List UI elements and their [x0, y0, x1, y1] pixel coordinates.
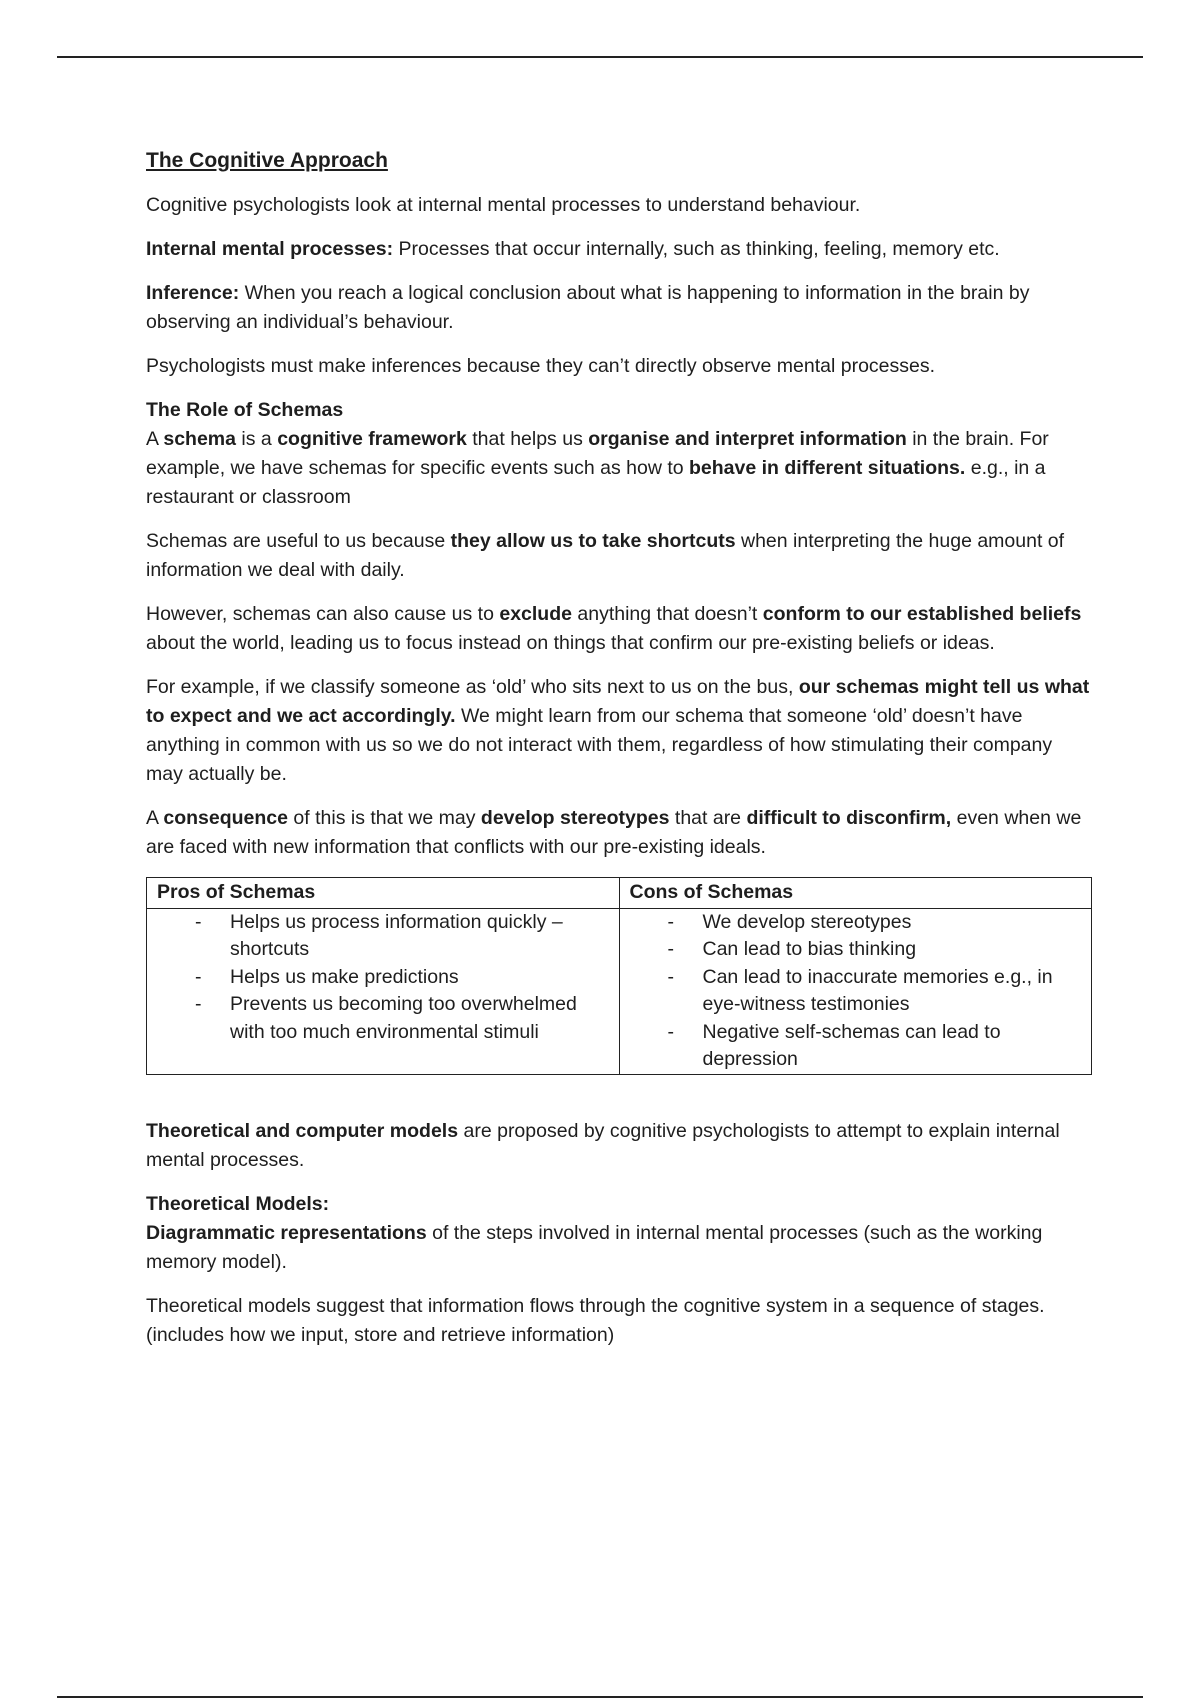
table-header-row: [147, 878, 1092, 909]
schema-consequence-paragraph: [146, 804, 1092, 862]
bullet-dash: -: [195, 965, 202, 988]
list-item: [147, 964, 611, 992]
bold-run: our schemas might tell us what to expect and we act accordingly.: [146, 676, 1090, 727]
list-item-text: Negative self-schemas can lead to depression: [702, 1020, 1001, 1070]
bold-run: organise and interpret information: [588, 428, 907, 450]
bullet-dash: -: [195, 993, 202, 1015]
bold-run: schema: [163, 428, 236, 450]
text-run: However, schemas can also cause us to: [146, 603, 500, 625]
text-run: even when we are faced with new information that conflicts with our pre-existing ideals.: [146, 807, 1082, 858]
bold-run: develop stereotypes: [480, 807, 670, 829]
bottom-rule: [57, 1696, 1143, 1698]
intro-paragraph: Cognitive psychologists look at internal mental processes to understand behaviour.: [146, 194, 861, 216]
schema-example-paragraph: [146, 673, 1092, 789]
text-run: We might learn from our schema that someone ‘old’ doesn’t have anything in common with us so we do not interact with them, regardless of how stimulating their company may actually be.: [146, 705, 1053, 785]
list-item: [620, 936, 1084, 964]
pros-list: [147, 909, 611, 1047]
list-item: [147, 909, 611, 964]
text-run: e.g., in a restaurant or classroom: [146, 457, 1046, 508]
definition-term: Internal mental processes:: [146, 238, 394, 260]
bold-run: Diagrammatic representations: [146, 1221, 427, 1244]
bold-run: Theoretical and computer models: [146, 1119, 459, 1142]
cons-header: Cons of Schemas: [619, 878, 1092, 909]
list-item-text: We develop stereotypes: [702, 910, 912, 933]
text-run: that are: [669, 807, 747, 829]
text-run: of the steps involved in internal mental processes (such as the working memory model).: [146, 1221, 1043, 1273]
pros-cons-table: [146, 877, 1092, 1075]
bold-run: consequence: [163, 807, 288, 829]
list-item: [620, 1019, 1084, 1074]
table-row: [147, 908, 1092, 1074]
definition-text: Processes that occur internally, such as thinking, feeling, memory etc.: [393, 238, 1000, 260]
list-item: [147, 991, 611, 1046]
text-run: A: [146, 807, 164, 829]
page-content: [146, 146, 1092, 1365]
page-title: The Cognitive Approach: [146, 149, 388, 172]
list-item-text: Prevents us becoming too overwhelmed with too much environmental stimuli: [230, 993, 577, 1043]
bullet-dash: -: [667, 965, 674, 988]
bullet-dash: -: [195, 910, 202, 933]
pros-header: Pros of Schemas: [147, 878, 620, 909]
cons-list: [620, 909, 1084, 1074]
definition-text: When you reach a logical conclusion about what is happening to information in the brain by observing an individual’s behaviour.: [146, 282, 1030, 333]
bullet-dash: -: [667, 938, 674, 960]
bold-run: behave in different situations.: [689, 457, 966, 479]
schemas-heading: The Role of Schemas: [146, 399, 344, 421]
text-run: For example, if we classify someone as ‘old’ who sits next to us on the bus,: [146, 676, 799, 698]
top-rule: [57, 56, 1143, 58]
inference-note: Psychologists must make inferences because they can’t directly observe mental processes.: [146, 355, 936, 377]
schema-useful-paragraph: [146, 527, 1092, 585]
list-item: [620, 909, 1084, 937]
text-run: A: [146, 428, 164, 450]
schema-exclude-paragraph: [146, 600, 1092, 658]
theoretical-models-heading: Theoretical Models:: [146, 1192, 330, 1215]
bold-run: exclude: [499, 603, 572, 625]
bullet-dash: -: [667, 910, 674, 933]
text-run: in the brain. For example, we have schemas for specific events such as how to: [146, 428, 1049, 479]
list-item-text: Helps us process information quickly – shortcuts: [230, 910, 563, 960]
definition-term: Inference:: [146, 282, 240, 304]
bold-run: they allow us to take shortcuts: [450, 530, 736, 552]
list-item-text: Can lead to bias thinking: [702, 938, 917, 960]
bold-run: cognitive framework: [277, 428, 467, 450]
pros-cell: [147, 908, 620, 1074]
bold-run: conform to our established beliefs: [762, 603, 1082, 625]
text-run: about the world, leading us to focus instead on things that confirm our pre-existing beliefs or ideas.: [146, 632, 995, 654]
theoretical-definition-paragraph: [146, 1219, 1092, 1277]
inference-definition: [146, 279, 1092, 337]
list-item: [620, 964, 1084, 1019]
text-run: that helps us: [466, 428, 589, 450]
theoretical-flow-paragraph: Theoretical models suggest that information flows through the cognitive system in a sequence of stages. (includes how we input, store and retrieve information): [146, 1294, 1045, 1346]
text-run: is a: [236, 428, 278, 450]
text-run: anything that doesn’t: [571, 603, 763, 625]
bold-run: difficult to disconfirm,: [746, 807, 952, 829]
text-run: of this is that we may: [288, 807, 481, 829]
list-item-text: Helps us make predictions: [230, 965, 459, 988]
bullet-dash: -: [667, 1020, 674, 1043]
cons-cell: [619, 908, 1092, 1074]
text-run: when interpreting the huge amount of information we deal with daily.: [146, 530, 1065, 581]
models-intro-paragraph: [146, 1117, 1092, 1175]
text-run: Schemas are useful to us because: [146, 530, 451, 552]
schema-definition-paragraph: [146, 425, 1092, 512]
text-run: are proposed by cognitive psychologists to attempt to explain internal mental processes.: [146, 1119, 1060, 1171]
list-item-text: Can lead to inaccurate memories e.g., in eye-witness testimonies: [702, 965, 1053, 1015]
internal-processes-definition: [146, 235, 1092, 264]
